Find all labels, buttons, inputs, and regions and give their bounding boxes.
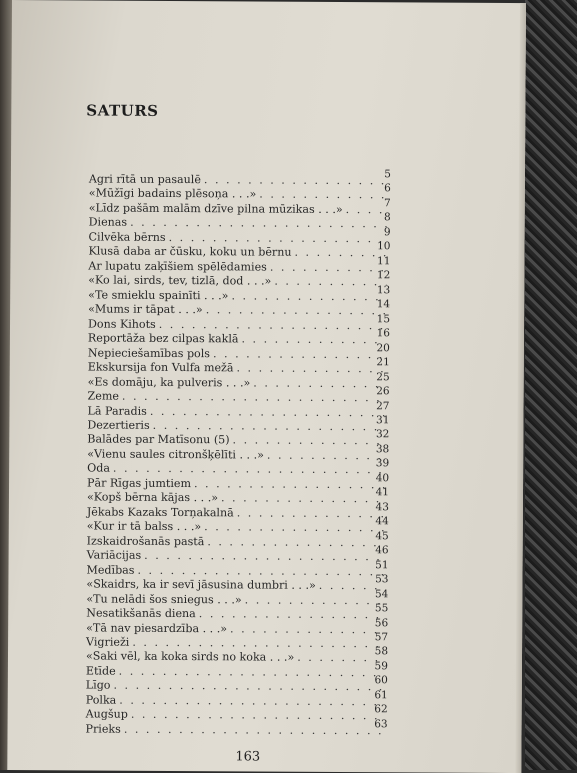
toc-entry-page: 21 [376,356,390,369]
dot-leader [122,390,386,406]
toc-entry-page: 57 [374,631,389,644]
toc-entry-title: Līgo [85,678,111,693]
dot-leader [137,563,384,579]
toc-entry-title: Dezertieris [87,418,150,432]
page-title: SATURS [86,101,159,120]
dot-leader [119,665,384,681]
toc-entry-page: 10 [377,240,391,253]
toc-entry-page: 20 [376,341,390,354]
toc-entry-page: 8 [383,211,391,224]
toc-entry-title: Vigrieži [86,635,130,649]
toc-entry-title: Pār Rīgas jumtiem [87,476,192,490]
toc-entry-page: 5 [384,168,391,181]
dot-leader [204,520,385,536]
dot-leader [236,361,385,376]
toc-entry-title: Cilvēka bērns [88,230,166,244]
dot-leader [113,679,383,695]
toc-entry-title: «Vienu saules citronšķēlīti . . .» [87,447,264,462]
toc-entry-title: «Kopš bērna kājas . . .» [86,490,219,505]
dot-leader [237,506,385,521]
toc-entry-title: Reportāža bez cilpas kaklā [87,331,239,346]
dot-leader [230,622,384,637]
dot-leader [199,607,385,623]
dot-leader [213,347,386,363]
toc-entry-page: 51 [375,558,389,571]
toc-entry [85,718,388,738]
dot-leader [207,535,384,551]
toc-entry-page: 16 [376,327,391,340]
toc-entry-page: 25 [376,370,390,383]
dot-leader [144,549,384,565]
toc-entry-page: 43 [375,501,389,514]
toc-entry-page: 61 [374,689,388,702]
toc-entry-title: «Ko lai, sirds, tev, tizlā, dod . . .» [88,273,272,288]
toc-entry-title: Zeme [87,389,119,403]
dot-leader [241,333,386,348]
toc-entry-title: «Mūžīgi badains plēsoņa . . .» [88,186,257,201]
toc-entry-page: 63 [374,718,388,731]
toc-entry-page: 62 [374,703,388,716]
toc-entry-page: 41 [375,486,390,499]
background-fabric [525,0,577,770]
toc-entry-title: Ar lupatu zaķīšiem spēlēdamies [88,259,267,274]
toc-entry-page: 9 [383,226,391,239]
toc-entry-page: 56 [374,616,389,629]
toc-entry-page: 13 [376,283,391,297]
table-of-contents [85,168,391,738]
toc-entry-page: 58 [374,645,389,658]
page-number: 163 [235,749,261,765]
toc-entry-page: 15 [376,312,391,326]
dot-leader [206,303,386,319]
toc-entry-page: 6 [384,182,391,195]
dot-leader [221,492,385,507]
toc-entry-title: Lā Paradis [87,403,147,418]
dot-leader [124,723,384,739]
toc-entry-title: «Tu nelādi šos sniegus . . .» [86,592,242,607]
dot-leader [153,419,386,435]
toc-entry-page: 26 [376,385,390,398]
toc-entry-title: Agri rītā un pasaulē [88,172,201,187]
dot-leader [204,173,387,189]
toc-entry-page: 32 [375,428,390,441]
toc-entry-page: 53 [375,573,389,586]
toc-entry-title: Etīde [85,664,116,678]
dot-leader [130,216,387,232]
toc-entry-page: 44 [375,515,389,528]
toc-entry-title: «Saki vēl, ka koka sirds no koka . . .» [85,649,295,665]
toc-entry-title: Nesatikšanās diena [86,606,196,621]
book-page [7,0,526,773]
toc-entry-page: 54 [374,587,389,600]
toc-entry-title: Medības [86,563,135,577]
toc-entry-title: Prieks [85,722,121,736]
toc-entry-title: Klusā daba ar čūsku, koku un bērnu [88,244,292,260]
toc-entry-title: Ekskursija fon Vulfa mežā [87,360,234,375]
toc-entry-title: Augšup [85,707,128,722]
toc-entry-page: 46 [375,544,389,557]
toc-entry-title: «Mums ir tāpat . . .» [88,302,203,317]
toc-entry-page: 39 [375,457,390,470]
toc-entry-title: Oda [87,461,110,475]
toc-entry-page: 7 [384,197,391,210]
toc-entry-page: 27 [376,399,390,412]
toc-entry-title: Variācijas [86,548,142,562]
toc-entry-page: 40 [375,472,390,485]
toc-entry-title: Izskaidrošanās pastā [86,534,205,548]
toc-entry-page: 55 [374,602,389,615]
toc-entry-title: Balādes par Matīsonu (5) [87,432,230,447]
toc-entry-page: 14 [376,298,391,311]
dot-leader [159,318,386,334]
dot-leader [233,434,386,449]
toc-entry-page: 31 [376,414,390,427]
toc-entry-title: «Kur ir tā balss . . .» [86,519,202,534]
dot-leader [169,231,387,247]
dot-leader [231,289,386,304]
toc-entry-page: 38 [375,443,390,456]
toc-entry-title: Jēkabs Kazaks Torņakalnā [86,505,234,520]
toc-entry-title: Nepieciešamības pols [87,346,211,360]
toc-entry-page: 12 [376,269,391,282]
toc-entry-title: Polka [85,693,117,707]
dot-leader [194,477,385,493]
toc-entry-title: «Es domāju, ka pulveris . . .» [87,375,251,390]
toc-entry-title: «Skaidrs, ka ir sevī jāsusina dumbri . . .» [86,577,316,592]
dot-leader [132,636,384,652]
toc-entry-page: 11 [377,255,391,268]
dot-leader [131,708,384,724]
toc-entry-title: «Tā nav piesardzība . . .» [86,620,228,635]
toc-entry-title: Dons Kihots [87,317,156,331]
toc-entry-page: 45 [375,529,389,543]
toc-entry-title: «Te smieklu spainīti . . .» [88,288,229,303]
toc-entry-title: «Līdz pašām malām dzīve pilna mūzikas . . .» [88,201,343,216]
dot-leader [150,404,386,420]
toc-entry-page: 59 [374,660,388,673]
dot-leader [119,694,384,710]
toc-entry-title: Dienas [88,215,128,230]
toc-entry-page: 60 [374,674,388,687]
